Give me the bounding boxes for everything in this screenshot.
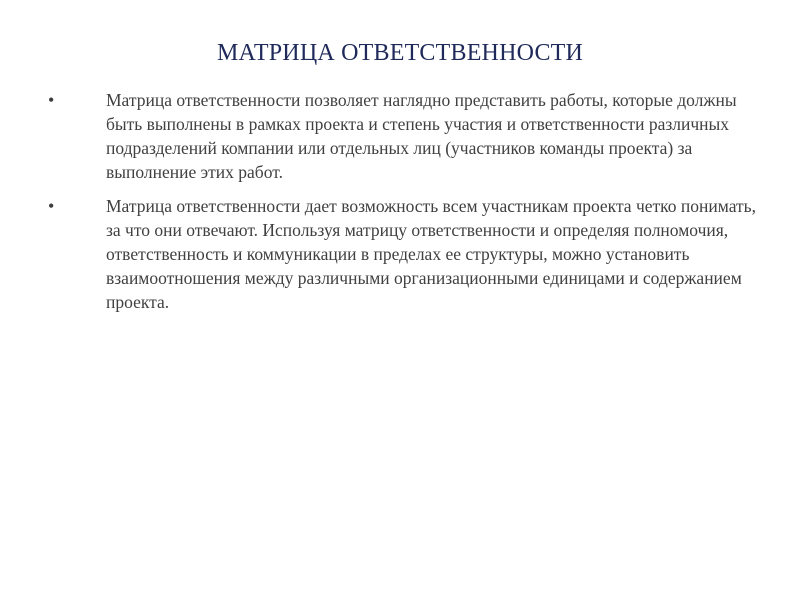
bullet-item — [46, 194, 762, 314]
bullet-marker-icon: • — [48, 90, 55, 110]
bullet-list — [46, 88, 762, 324]
bullet-text: Матрица ответственности позволяет наглядно представить работы, которые должны быть выполнены в рамках проекта и степень участия и ответственности различных подразделений компании или отдельных лиц (участников команды проекта) за выполнение этих работ. — [106, 90, 737, 182]
bullet-item — [46, 88, 762, 184]
bullet-text: Матрица ответственности дает возможность всем участникам проекта четко понимать, за что они отвечают. Используя матрицу ответственности и определяя полномочия, ответственность и коммуникации в пределах ее структуры, можно установить взаимоотношения между различными организационными единицами и содержанием проекта. — [106, 196, 757, 312]
bullet-marker-icon: • — [48, 196, 55, 216]
slide-title: МАТРИЦА ОТВЕТСТВЕННОСТИ — [216, 40, 584, 66]
